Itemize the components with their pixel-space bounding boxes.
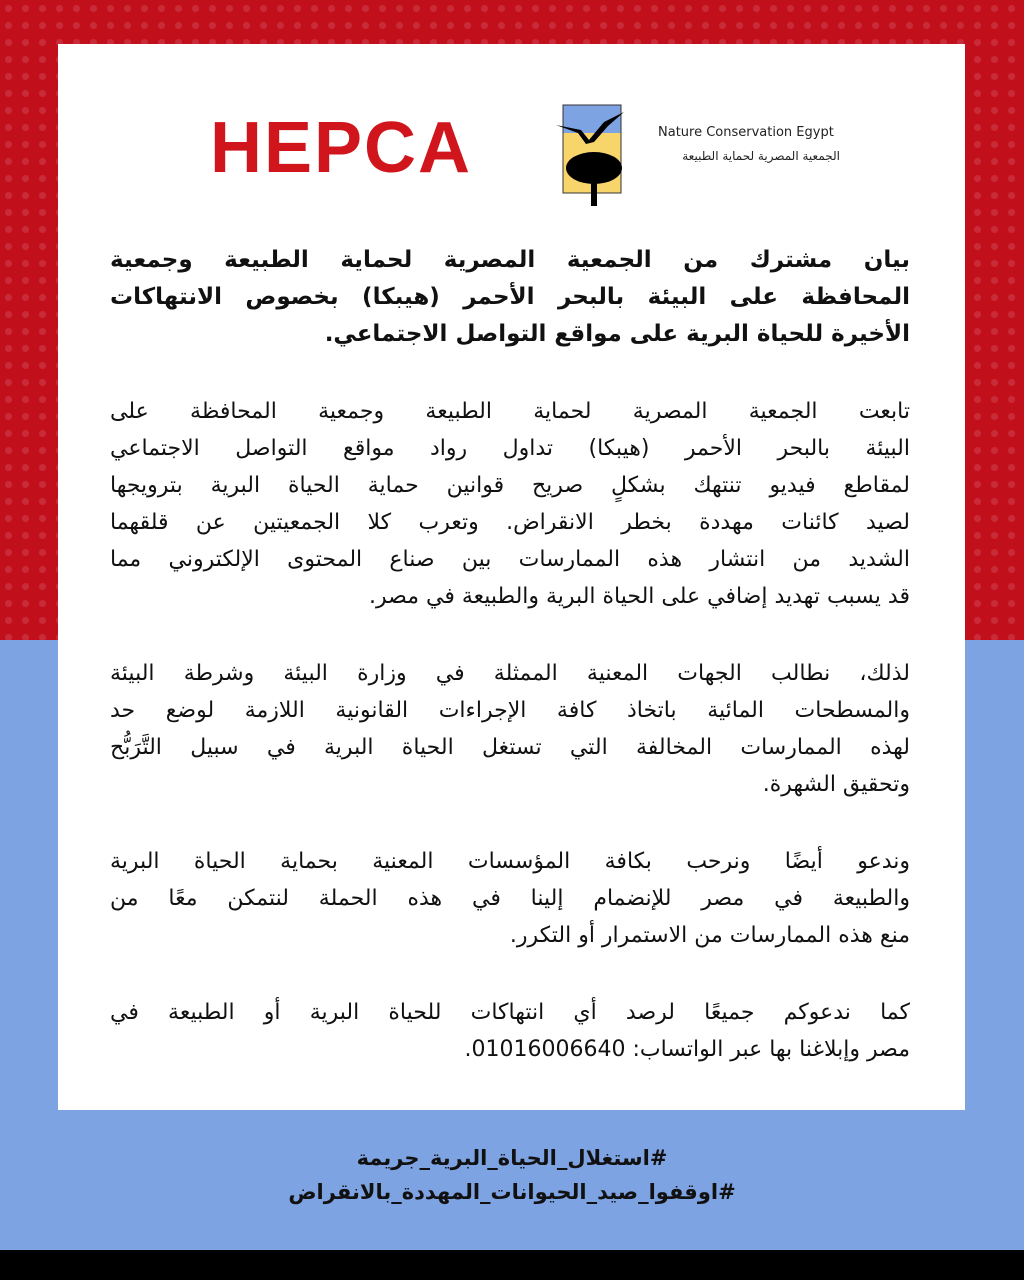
title-line: الأخيرة للحياة البرية على مواقع التواصل الاجتماعي. <box>324 321 910 347</box>
statement-body <box>110 242 910 1108</box>
nature-conservation-egypt-logo <box>556 100 632 208</box>
title-line: بيان مشترك من الجمعية المصرية لحماية الطبيعة وجمعية <box>110 247 910 273</box>
statement-title <box>110 242 910 353</box>
nce-name-arabic: الجمعية المصرية لحماية الطبيعة <box>682 149 840 163</box>
paragraph-4 <box>110 994 910 1068</box>
text-line: قد يسبب تهديد إضافي على الحياة البرية والطبيعة في مصر. <box>369 584 910 609</box>
text-line: وندعو أيضًا ونرحب بكافة المؤسسات المعنية بحماية الحياة البرية <box>110 849 910 874</box>
text-line: والطبيعة في مصر للإنضمام إلينا في هذه الحملة لنتمكن معًا من <box>110 886 910 911</box>
paragraph-3 <box>110 843 910 954</box>
paragraph-1 <box>110 393 910 615</box>
hepca-logo <box>185 112 497 178</box>
text-line: لصيد كائنات مهددة بخطر الانقراض. وتعرب كلا الجمعيتين عن قلقهما <box>110 510 910 535</box>
paragraph-2 <box>110 655 910 803</box>
text-line: لذلك، نطالب الجهات المعنية الممثلة في وزارة البيئة وشرطة البيئة <box>110 661 910 686</box>
title-line: المحافظة على البيئة بالبحر الأحمر (هيبكا) بخصوص الانتهاكات <box>110 284 910 310</box>
nce-name-english: Nature Conservation Egypt <box>658 125 834 140</box>
text-line: لمقاطع فيديو تنتهك بشكلٍ صريح قوانين حماية الحياة البرية بترويجها <box>110 473 910 498</box>
text-line: مصر وإبلاغنا بها عبر الواتساب: 01016006640. <box>464 1037 910 1062</box>
text-line: وتحقيق الشهرة. <box>762 772 910 797</box>
svg-text:HEPCA: HEPCA <box>209 112 473 178</box>
text-line: منع هذه الممارسات من الاستمرار أو التكرر. <box>509 923 910 948</box>
text-line: لهذه الممارسات المخالفة التي تستغل الحياة البرية في سبيل التَّرَبُّح <box>110 735 910 760</box>
text-line: كما ندعوكم جميعًا لرصد أي انتهاكات للحياة البرية أو الطبيعة في <box>110 1000 910 1025</box>
text-line: تابعت الجمعية المصرية لحماية الطبيعة وجمعية المحافظة على <box>110 399 910 424</box>
text-line: الشديد من انتشار هذه الممارسات بين صناع المحتوى الإلكتروني مما <box>110 547 910 572</box>
text-line: البيئة بالبحر الأحمر (هيبكا) تداول رواد مواقع التواصل الاجتماعي <box>110 436 910 461</box>
hashtag: #استغلال_الحياة_البرية_جريمة <box>356 1146 668 1170</box>
hashtag: #اوقفوا_صيد_الحيوانات_المهددة_بالانقراض <box>288 1180 736 1204</box>
black-bottom-strip <box>0 1250 1024 1280</box>
text-line: والمسطحات المائية باتخاذ كافة الإجراءات القانونية اللازمة لوضع حد <box>110 698 910 723</box>
